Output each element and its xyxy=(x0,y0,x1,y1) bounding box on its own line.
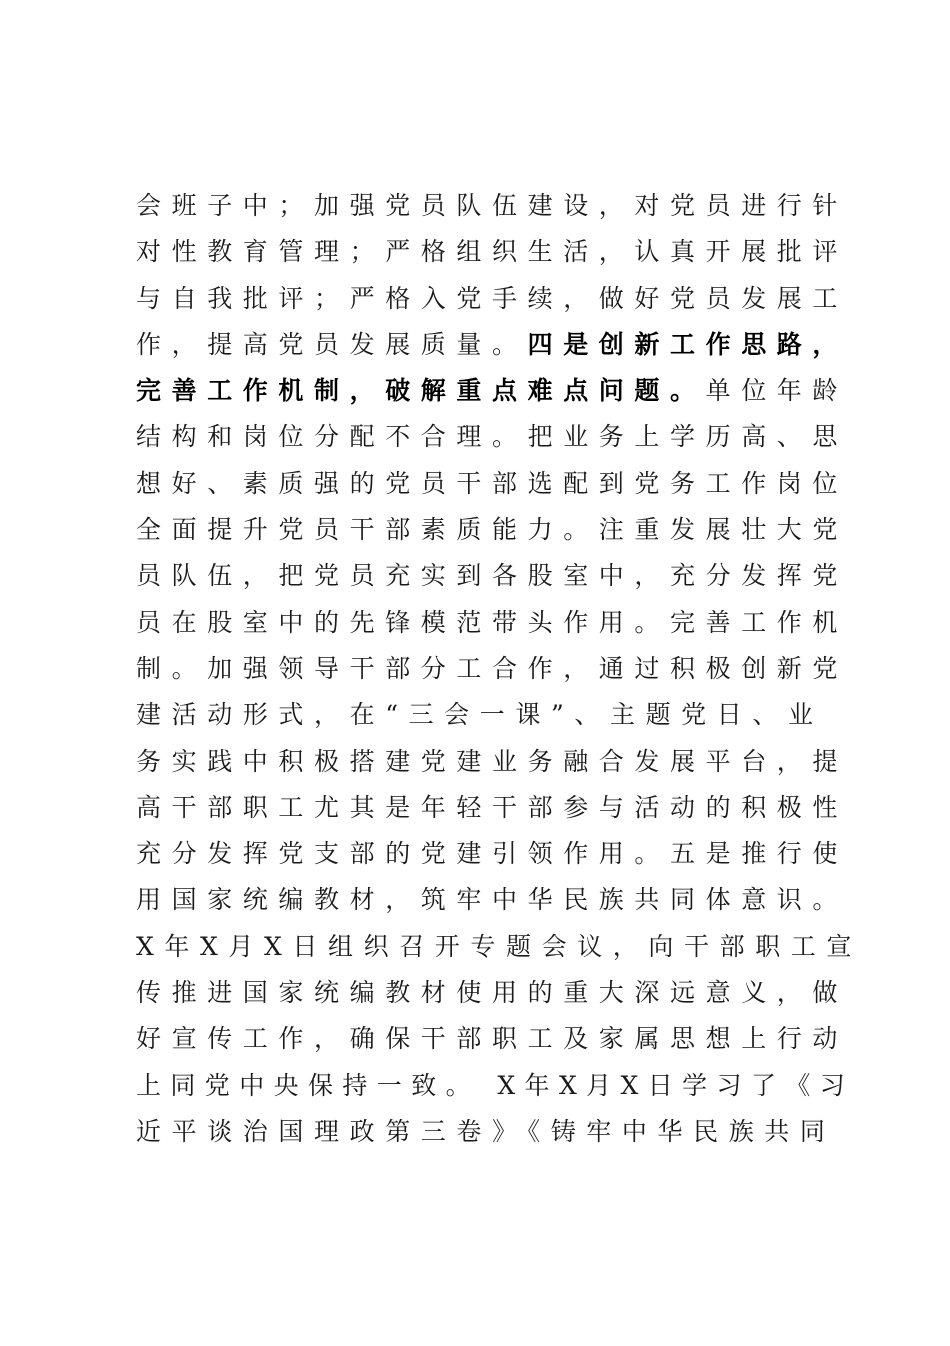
text-line: 好宣传工作，确保干部职工及家属思想上行动 xyxy=(136,1024,849,1054)
text-line: 会班子中；加强党员队伍建设，对党员进行针 xyxy=(136,191,849,220)
text-line: 与自我批评；严格入党手续，做好党员发展工 xyxy=(136,283,849,313)
text-line: 上同党中央保持一致。 X年X月X日学习了《习 xyxy=(136,1070,855,1100)
bold-heading-segment: 完善工作机制，破解重点难点问题。 xyxy=(136,376,706,406)
text-line: 近平谈治国理政第三卷》《铸牢中华民族共同 xyxy=(136,1116,836,1146)
body-text xyxy=(136,183,862,1155)
text-line: 全面提升党员干部素质能力。注重发展壮大党 xyxy=(136,515,849,545)
text-line: 结构和岗位分配不合理。把业务上学历高、思 xyxy=(136,422,849,452)
bold-heading-segment: 四是创新工作思路， xyxy=(527,329,849,359)
text-line: 想好、素质强的党员干部选配到党务工作岗位 xyxy=(136,468,849,498)
text-line: 对性教育管理；严格组织生活，认真开展批评 xyxy=(136,237,849,267)
text-line: 员在股室中的先锋模范带头作用。完善工作机 xyxy=(136,607,849,637)
text-line: 建活动形式，在“三会一课”、主题党日、业 xyxy=(136,700,824,730)
text-line xyxy=(136,368,849,414)
text-line: 员队伍，把党员充实到各股室中，充分发挥党 xyxy=(136,561,849,591)
text-line: 制。加强领导干部分工合作，通过积极创新党 xyxy=(136,653,849,683)
text-segment: 单位年龄 xyxy=(705,376,849,406)
text-line: 务实践中积极搭建党建业务融合发展平台，提 xyxy=(136,746,849,776)
text-line: 用国家统编教材，筑牢中华民族共同体意识。 xyxy=(136,885,849,915)
text-line: 传推进国家统编教材使用的重大深远意义，做 xyxy=(136,978,849,1008)
text-line: 高干部职工尤其是年轻干部参与活动的积极性 xyxy=(136,792,849,822)
text-line: X年X月X日组织召开专题会议，向干部职工宣 xyxy=(136,931,862,961)
text-line xyxy=(136,322,849,368)
text-segment: 作，提高党员发展质量。 xyxy=(136,329,528,359)
text-line: 充分发挥党支部的党建引领作用。五是推行使 xyxy=(136,839,849,869)
